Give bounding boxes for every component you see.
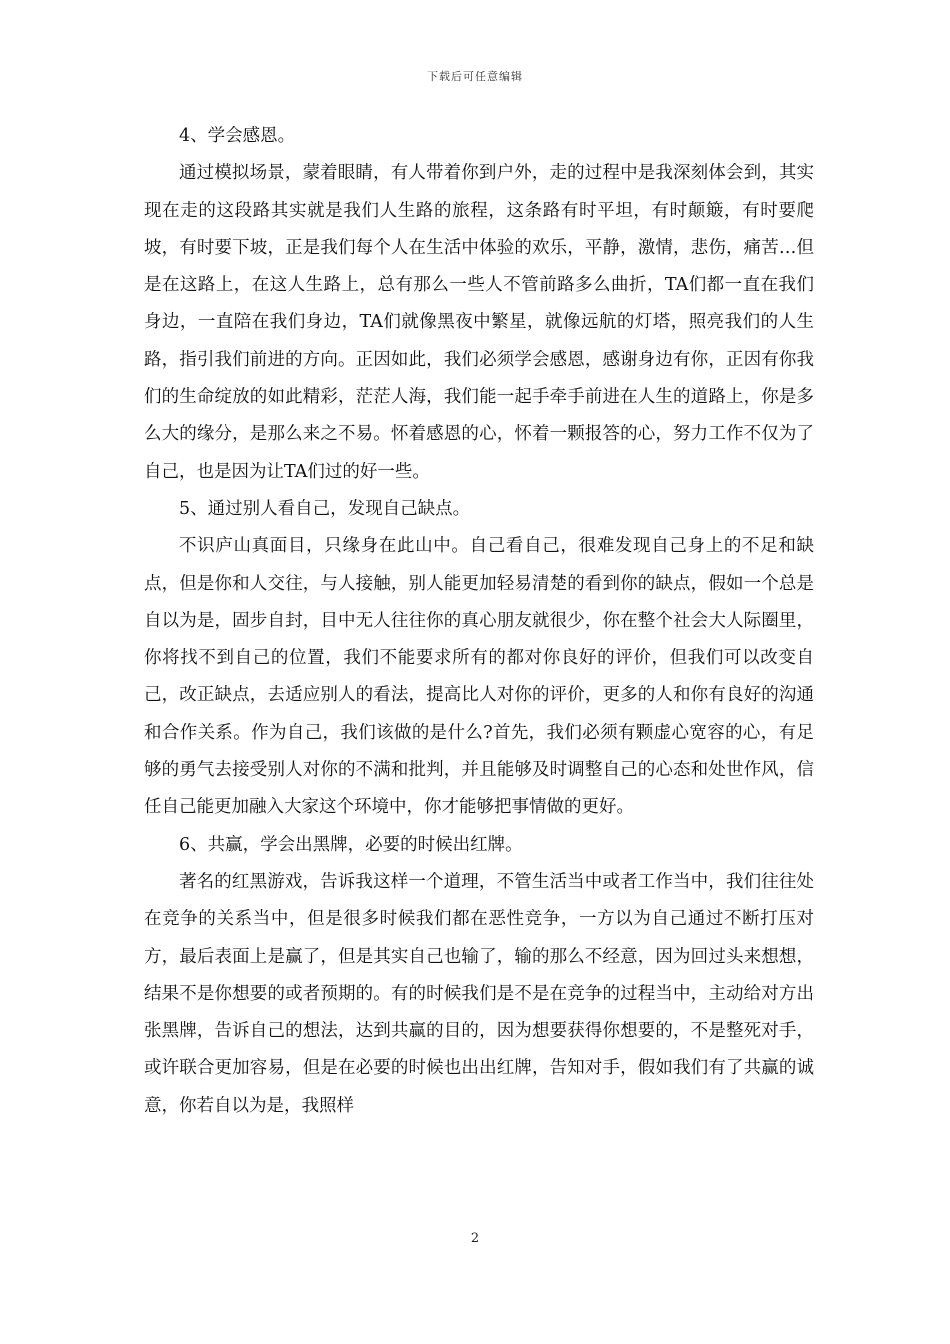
page-number: 2 [470, 1231, 480, 1246]
body-paragraph: 著名的红黑游戏，告诉我这样一个道理，不管生活当中或者工作当中，我们往往处在竞争的关系当中，但是很多时候我们都在恶性竞争，一方以为自己通过不断打压对方，最后表面上是赢了，但是其实自己也输了，输的那么不经意，因为回过头来想想，结果不是你想要的或者预期的。有的时候我们是不是在竞争的过程当中，主动给对方出张黑牌，告诉自己的想法，达到共赢的目的，因为想要获得你想要的，不是整死对手，或许联合更加容易，但是在必要的时候也出出红牌，告知对手，假如我们有了共赢的诚意，你若自以为是，我照样 [144, 871, 814, 1116]
section-heading: 5、通过别人看自己，发现自己缺点。 [179, 498, 471, 519]
section-heading: 6、共赢，学会出黑牌，必要的时候出红牌。 [179, 834, 523, 855]
page-header-note: 下载后可任意编辑 [427, 70, 523, 83]
body-paragraph: 通过模拟场景，蒙着眼睛，有人带着你到户外，走的过程中是我深刻体会到，其实现在走的这段路其实就是我们人生路的旅程，这条路有时平坦，有时颠簸，有时要爬坡，有时要下坡，正是我们每个人在生活中体验的欢乐，平静，激情，悲伤，痛苦…但是在这路上，在这人生路上，总有那么一些人不管前路多么曲折，TA们都一直在我们身边，一直陪在我们身边，TA们就像黑夜中繁星，就像远航的灯塔，照亮我们的人生路，指引我们前进的方向。正因如此，我们必须学会感恩，感谢身边有你，正因有你我们的生命绽放的如此精彩，茫茫人海，我们能一起手牵手前进在人生的道路上，你是多么大的缘分，是那么来之不易。怀着感恩的心，怀着一颗报答的心，努力工作不仅为了自己，也是因为让TA们过的好一些。 [144, 163, 814, 482]
document-body [144, 118, 814, 1125]
body-paragraph: 不识庐山真面目，只缘身在此山中。自己看自己，很难发现自己身上的不足和缺点，但是你和人交往，与人接触，别人能更加轻易清楚的看到你的缺点，假如一个总是自以为是，固步自封，目中无人往往你的真心朋友就很少，你在整个社会大人际圈里，你将找不到自己的位置，我们不能要求所有的都对你良好的评价，但我们可以改变自己，改正缺点，去适应别人的看法，提高比人对你的评价，更多的人和你有良好的沟通和合作关系。作为自己，我们该做的是什么?首先，我们必须有颗虚心宽容的心，有足够的勇气去接受别人对你的不满和批判，并且能够及时调整自己的心态和处世作风，信任自己能更加融入大家这个环境中，你才能够把事情做的更好。 [144, 536, 814, 818]
section-heading: 4、学会感恩。 [179, 126, 296, 146]
